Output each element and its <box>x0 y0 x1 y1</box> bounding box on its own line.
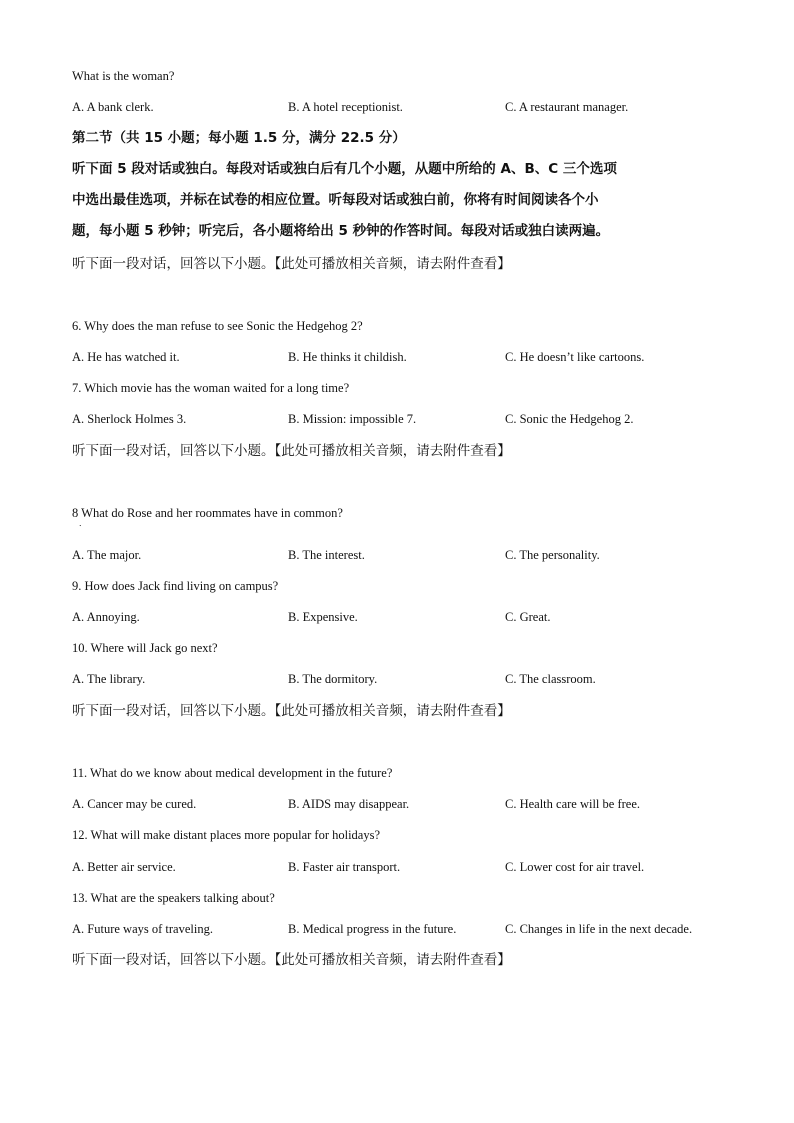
question-8-option-b: B. The interest. <box>288 548 365 562</box>
question-10-option-b: B. The dormitory. <box>288 672 378 686</box>
question-7-option-c: C. Sonic the Hedgehog 2. <box>505 412 634 426</box>
question-8-text: 8 What do Rose and her roommates have in common? <box>72 506 343 520</box>
question-12-option-a: A. Better air service. <box>72 860 176 874</box>
question-9-option-b: B. Expensive. <box>288 610 358 624</box>
question-12-text: 12. What will make distant places more popular for holidays? <box>72 828 381 842</box>
question-9-text: 9. How does Jack find living on campus? <box>72 579 279 593</box>
question-5-text: What is the woman? <box>72 69 175 83</box>
question-7-option-a: A. Sherlock Holmes 3. <box>72 412 187 426</box>
question-6-text: 6. Why does the man refuse to see Sonic the Hedgehog 2? <box>72 319 363 333</box>
question-10-option-a: A. The library. <box>72 672 146 686</box>
audio-note: 听下面一段对话，回答以下小题。【此处可播放相关音频，请去附件查看】 <box>72 952 511 968</box>
question-6-option-c: C. He doesn’t like cartoons. <box>505 350 645 364</box>
question-6-option-b: B. He thinks it childish. <box>288 350 407 364</box>
question-13-option-b: B. Medical progress in the future. <box>288 922 457 936</box>
section-instructions-line-2: 中选出最佳选项，并标在试卷的相应位置。听每段对话或独白前，你将有时间阅读各个小 <box>72 192 599 208</box>
question-8-dot: ． <box>79 519 87 528</box>
question-5-option-b: B. A hotel receptionist. <box>288 100 403 114</box>
question-10-text: 10. Where will Jack go next? <box>72 641 218 655</box>
question-11-option-c: C. Health care will be free. <box>505 797 641 811</box>
question-8-option-c: C. The personality. <box>505 548 600 562</box>
question-11-option-b: B. AIDS may disappear. <box>288 797 410 811</box>
question-12-option-b: B. Faster air transport. <box>288 860 401 874</box>
section-heading: 第二节（共 15 小题；每小题 1.5 分，满分 22.5 分） <box>72 130 406 146</box>
question-9-option-a: A. Annoying. <box>72 610 140 624</box>
question-11-option-a: A. Cancer may be cured. <box>72 797 197 811</box>
question-8-option-a: A. The major. <box>72 548 142 562</box>
question-11-text: 11. What do we know about medical development in the future? <box>72 766 393 780</box>
question-6-option-a: A. He has watched it. <box>72 350 180 364</box>
question-13-option-a: A. Future ways of traveling. <box>72 922 213 936</box>
audio-note: 听下面一段对话，回答以下小题。【此处可播放相关音频，请去附件查看】 <box>72 443 511 459</box>
question-9-option-c: C. Great. <box>505 610 551 624</box>
question-13-option-c: C. Changes in life in the next decade. <box>505 922 693 936</box>
question-7-option-b: B. Mission: impossible 7. <box>288 412 417 426</box>
question-5-option-c: C. A restaurant manager. <box>505 100 629 114</box>
question-5-option-a: A. A bank clerk. <box>72 100 154 114</box>
question-13-text: 13. What are the speakers talking about? <box>72 891 275 905</box>
section-instructions-line-1: 听下面 5 段对话或独白。每段对话或独白后有几个小题，从题中所给的 A、B、C 三个选项 <box>72 161 617 177</box>
question-10-option-c: C. The classroom. <box>505 672 596 686</box>
section-instructions-line-3: 题，每小题 5 秒钟；听完后，各小题将给出 5 秒钟的作答时间。每段对话或独白读两遍。 <box>72 223 610 239</box>
question-12-option-c: C. Lower cost for air travel. <box>505 860 645 874</box>
question-7-text: 7. Which movie has the woman waited for a long time? <box>72 381 350 395</box>
audio-note: 听下面一段对话，回答以下小题。【此处可播放相关音频，请去附件查看】 <box>72 256 511 272</box>
audio-note: 听下面一段对话，回答以下小题。【此处可播放相关音频，请去附件查看】 <box>72 703 511 719</box>
